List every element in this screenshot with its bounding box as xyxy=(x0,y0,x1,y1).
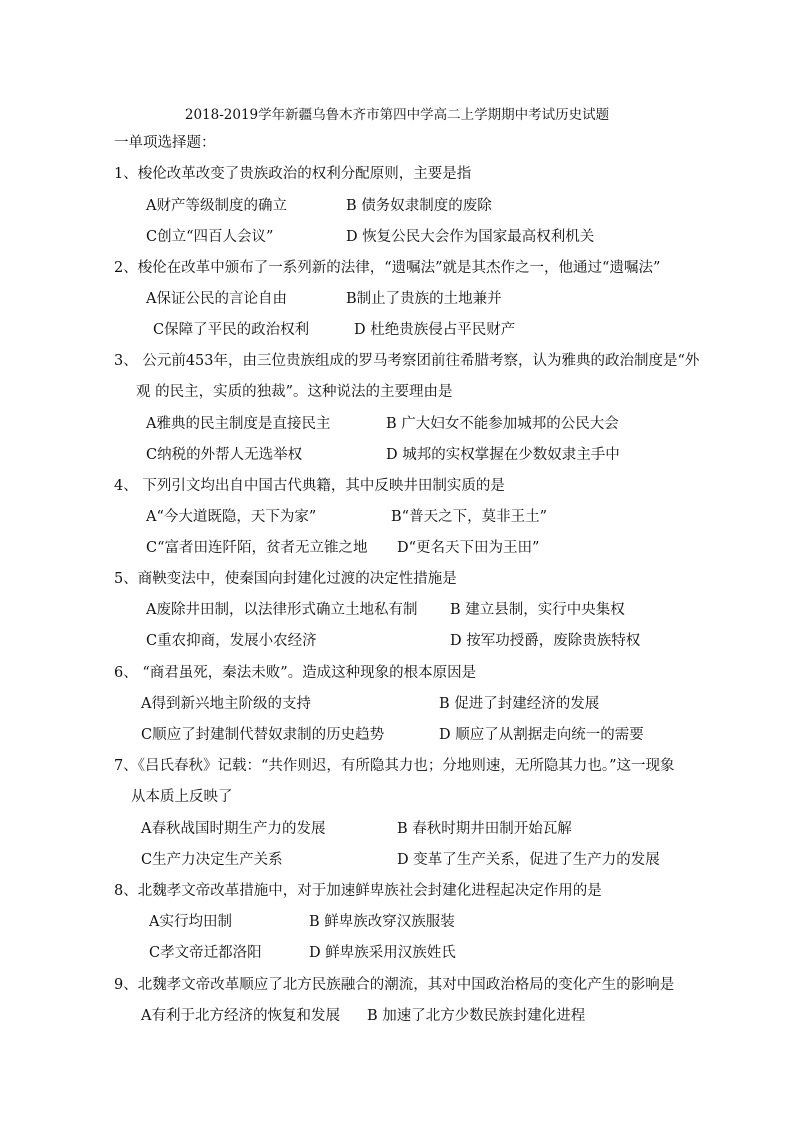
question-5-option-c: C重农抑商，发展小农经济 xyxy=(146,633,317,649)
question-1-option-b: B 债务奴隶制度的废除 xyxy=(346,198,492,214)
question-8-stem: 8、北魏孝文帝改革措施中，对于加速鲜卑族社会封建化进程起决定作用的是 xyxy=(114,883,602,899)
question-1-option-c: C创立“四百人会议” xyxy=(146,229,274,245)
question-9-option-a: A有利于北方经济的恢复和发展 xyxy=(141,1008,340,1024)
question-6-option-c: C顺应了封建制代替奴隶制的历史趋势 xyxy=(141,727,385,743)
question-3-option-a: A雅典的民主制度是直接民主 xyxy=(146,416,331,432)
question-1-stem: 1、梭伦改革改变了贵族政治的权利分配原则，主要是指 xyxy=(114,166,472,182)
question-5-option-b: B 建立县制，实行中央集权 xyxy=(450,602,625,618)
question-2-option-b: B制止了贵族的土地兼并 xyxy=(346,291,502,307)
question-3-option-b: B 广大妇女不能参加城邦的公民大会 xyxy=(386,416,619,432)
question-8-option-c: C孝文帝迁都洛阳 xyxy=(149,945,262,961)
question-4-stem: 4、 下列引文均出自中国古代典籍，其中反映井田制实质的是 xyxy=(114,478,505,494)
question-4-option-b: B“普天之下，莫非王土” xyxy=(391,509,547,525)
question-3-stem-line-1: 3、 公元前453年，由三位贵族组成的罗马考察团前往希腊考察，认为雅典的政治制度是“外 xyxy=(114,353,700,369)
question-4-option-d: D“更名天下田为王田” xyxy=(397,540,540,556)
question-2-option-a: A保证公民的言论自由 xyxy=(146,291,287,307)
question-8-option-d: D 鲜卑族采用汉族姓氏 xyxy=(309,945,456,961)
exam-title: 2018-2019学年新疆乌鲁木齐市第四中学高二上学期期中考试历史试题 xyxy=(184,107,610,123)
question-3-stem-line-2: 观 的民主，实质的独裁”。这种说法的主要理由是 xyxy=(136,384,453,400)
question-7-option-b: B 春秋时期井田制开始瓦解 xyxy=(397,821,572,837)
question-8-option-b: B 鲜卑族改穿汉族服装 xyxy=(309,914,455,930)
question-9-option-b: B 加速了北方少数民族封建化进程 xyxy=(367,1008,586,1024)
question-7-option-a: A春秋战国时期生产力的发展 xyxy=(141,821,326,837)
question-2-stem: 2、梭伦在改革中颁布了一系列新的法律，“遗嘱法”就是其杰作之一，他通过“遗嘱法” xyxy=(114,260,661,276)
question-8-option-a: A实行均田制 xyxy=(149,914,232,930)
question-1-option-a: A财产等级制度的确立 xyxy=(146,198,287,214)
section-heading: 一单项选择题： xyxy=(114,135,216,151)
question-6-stem: 6、 “商君虽死，秦法未败”。造成这种现象的根本原因是 xyxy=(114,665,477,681)
question-6-option-b: B 促进了封建经济的发展 xyxy=(439,696,600,712)
question-7-option-c: C生产力决定生产关系 xyxy=(141,852,283,868)
question-7-option-d: D 变革了生产关系，促进了生产力的发展 xyxy=(397,852,660,868)
question-5-option-a: A废除井田制，以法律形式确立土地私有制 xyxy=(146,602,418,618)
question-1-option-d: D 恢复公民大会作为国家最高权利机关 xyxy=(346,229,595,245)
question-6-option-d: D 顺应了从割据走向统一的需要 xyxy=(439,727,644,743)
question-3-option-d: D 城邦的实权掌握在少数奴隶主手中 xyxy=(386,447,620,463)
question-6-option-a: A得到新兴地主阶级的支持 xyxy=(141,696,311,712)
question-2-option-d: D 杜绝贵族侵占平民财产 xyxy=(354,322,516,338)
question-9-stem: 9、北魏孝文帝改革顺应了北方民族融合的潮流，其对中国政治格局的变化产生的影响是 xyxy=(114,977,675,993)
question-5-stem: 5、商鞅变法中，使秦国向封建化过渡的决定性措施是 xyxy=(114,571,457,587)
question-7-stem-line-1: 7、《吕氏春秋》记载：“共作则迟，有所隐其力也；分地则速，无所隐其力也。”这一现象 xyxy=(114,758,675,774)
question-4-option-a: A“今大道既隐，天下为家” xyxy=(146,509,317,525)
question-2-option-c: C保障了平民的政治权利 xyxy=(153,322,310,338)
question-3-option-c: C纳税的外帮人无选举权 xyxy=(146,447,303,463)
question-5-option-d: D 按军功授爵，废除贵族特权 xyxy=(450,633,641,649)
question-4-option-c: C“富者田连阡陌，贫者无立锥之地 xyxy=(146,540,368,556)
question-7-stem-line-2: 从本质上反映了 xyxy=(131,789,233,805)
